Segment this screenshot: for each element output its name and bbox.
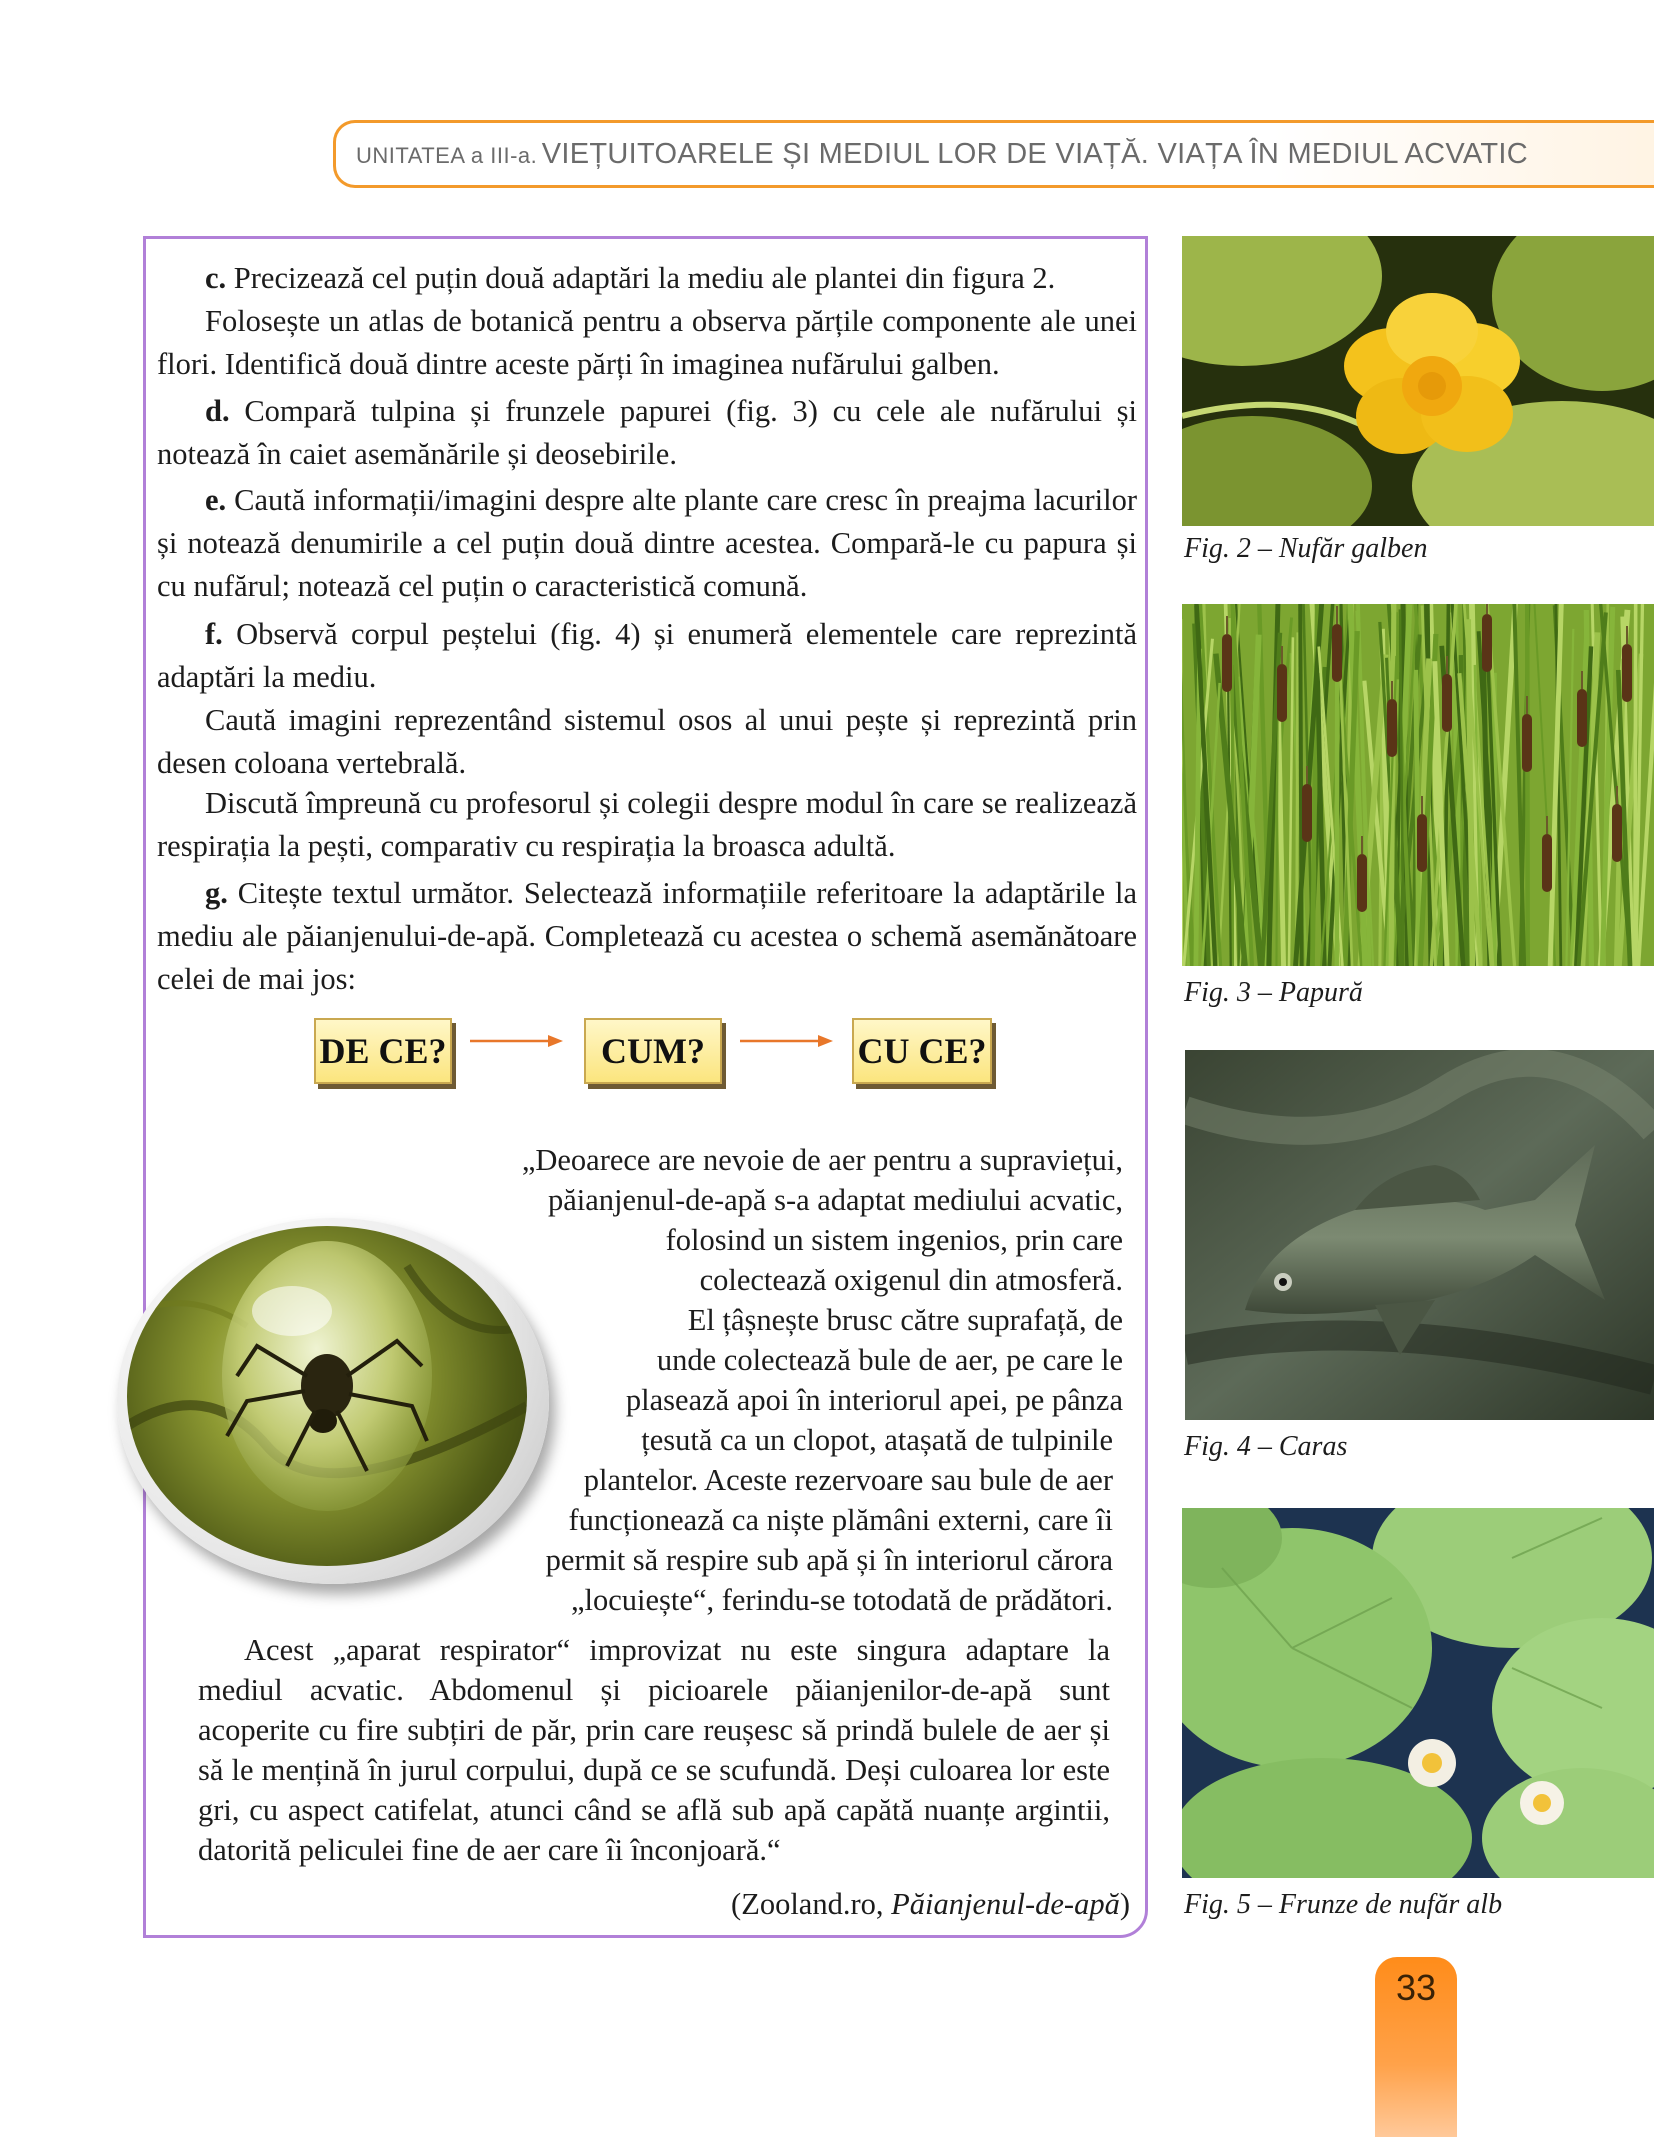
quote-line: „Deoarece are nevoie de aer pentru a supraviețui,: [521, 1143, 1123, 1177]
unit-title: VIEȚUITOARELE ȘI MEDIUL LOR DE VIAȚĂ. VIAȚA ÎN MEDIUL ACVATIC: [541, 138, 1528, 170]
figure-caption-3: Fig. 3 – Papură: [1184, 977, 1363, 1008]
quote-line: funcționează ca niște plămâni externi, care îi: [568, 1503, 1113, 1537]
quote-paragraph: Acest „aparat respirator“ improvizat nu este singura adaptare la mediul acvatic. Abdomenul și picioarele păianjenilor-de-apă sunt acoperite cu fire subțiri de păr, prin care reușesc să prindă bulele de aer și să le mențină în jurul corpului, după ce se scufundă. Deși culoarea lor este gri, cu aspect catifelat, atunci când se află sub apă capătă nuanțe argintii, datorită peliculei fine de aer care îi înconjoară.“: [198, 1633, 1110, 1867]
water-spider-image-frame: [117, 1218, 549, 1584]
figure-caption-2: Fig. 2 – Nufăr galben: [1184, 533, 1428, 564]
schema-box-why: DE CE?: [314, 1018, 452, 1084]
task-c-label: c.: [205, 261, 227, 295]
page-number: 33: [1395, 1967, 1437, 2008]
source-site: (Zooland.ro,: [731, 1887, 892, 1921]
task-f-label: f.: [205, 617, 223, 651]
unit-header-text: [356, 138, 1528, 171]
arrow-icon: [468, 1031, 564, 1051]
task-c-2: Folosește un atlas de botanică pentru a observa părțile componente ale unei flori. Identifică două dintre aceste părți în imaginea nufărului galben.: [157, 304, 1137, 381]
task-f-2: Caută imagini reprezentând sistemul osos al unui pește și reprezintă prin desen coloana vertebrală.: [157, 703, 1137, 780]
task-g-text: Citește textul următor. Selectează informațiile referitoare la adaptările la mediu ale păianjenului-de-apă. Completează cu acestea o schemă asemănătoare celei de mai jos:: [157, 876, 1137, 996]
task-e-label: e.: [205, 483, 227, 517]
schema-box-with-what: CU CE?: [852, 1018, 992, 1084]
figure-yellow-water-lily: [1182, 236, 1654, 526]
quote-source: [600, 1884, 1130, 1924]
quote-line: unde colectează bule de aer, pe care le: [656, 1343, 1123, 1377]
quote-line: păianjenul-de-apă s-a adaptat mediului acvatic,: [548, 1183, 1123, 1217]
task-g: [157, 872, 1137, 1001]
arrow-icon: [738, 1031, 834, 1051]
water-spider-image: [127, 1226, 527, 1566]
task-e-text: Caută informații/imagini despre alte plante care cresc în preajma lacurilor și notează denumirile a cel puțin două dintre acestea. Compară-le cu papura și cu nufărul; notează cel puțin o caracteristică comună.: [157, 483, 1138, 603]
task-f-text: Observă corpul peștelui (fig. 4) și enumeră elementele care reprezintă adaptări la mediu.: [157, 617, 1138, 694]
task-f-3: Discută împreună cu profesorul și colegii despre modul în care se realizează respirația la pești, comparativ cu respirația la broasca adultă.: [157, 786, 1137, 863]
quote-line: plantelor. Aceste rezervoare sau bule de aer: [583, 1463, 1113, 1497]
quote-line: „locuiește“, ferindu-se totodată de prădători.: [571, 1583, 1113, 1617]
task-f: [157, 613, 1137, 699]
figure-caption-4: Fig. 4 – Caras: [1184, 1431, 1348, 1462]
figure-caption-5: Fig. 5 – Frunze de nufăr alb: [1184, 1889, 1503, 1920]
task-d-text: Compară tulpina și frunzele papurei (fig. 3) cu cele ale nufărului și notează în caiet asemănările și deosebirile.: [157, 394, 1137, 471]
quote-line: permit să respire sub apă și în interiorul cărora: [545, 1543, 1113, 1577]
unit-header: [333, 120, 1654, 188]
figure-white-water-lily-leaves: [1182, 1508, 1654, 1878]
source-close: ): [1119, 1887, 1130, 1921]
task-e: [157, 479, 1137, 608]
schema-box-how: CUM?: [584, 1018, 722, 1084]
task-c: [157, 257, 1137, 300]
figure-crucian-carp: [1185, 1050, 1654, 1420]
figure-cattail: [1182, 604, 1654, 966]
task-d-label: d.: [205, 394, 230, 428]
quote-line: țesută ca un clopot, atașată de tulpinile: [641, 1423, 1113, 1457]
page-number-tab: [1375, 1957, 1457, 2137]
quote-line: colectează oxigenul din atmosferă.: [699, 1263, 1123, 1297]
quote-line: folosind un sistem ingenios, prin care: [665, 1223, 1123, 1257]
task-g-label: g.: [205, 876, 228, 910]
quote-line: El țâșnește brusc către suprafață, de: [687, 1303, 1123, 1337]
quote-line: plasează apoi în interiorul apei, pe pânza: [625, 1383, 1123, 1417]
source-title: Păianjenul-de-apă: [891, 1887, 1120, 1921]
unit-prefix: UNITATEA a III-a.: [356, 143, 538, 168]
task-d: [157, 390, 1137, 476]
task-c-text: Precizează cel puțin două adaptări la mediu ale plantei din figura 2.: [233, 261, 1056, 295]
